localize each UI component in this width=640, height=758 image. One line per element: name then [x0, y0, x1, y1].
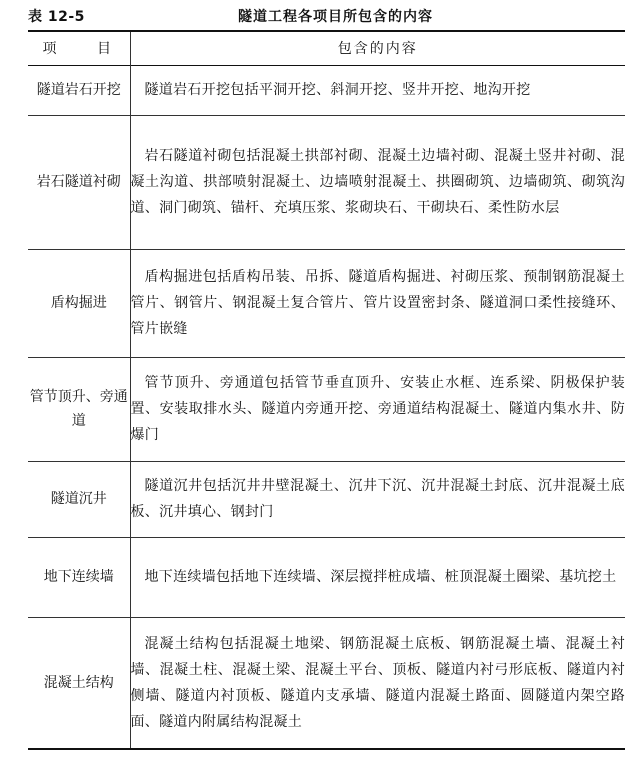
table-row [28, 461, 625, 537]
table-row [28, 617, 625, 749]
row-item-cell: 盾构掘进 [28, 249, 130, 357]
table-row [28, 357, 625, 461]
row-item-cell: 管节顶升、旁通道 [28, 357, 130, 461]
table-row [28, 537, 625, 617]
content-table [28, 30, 625, 750]
row-item-cell: 隧道沉井 [28, 461, 130, 537]
table-header-row [28, 31, 625, 65]
table-number: 表 12-5 [28, 9, 85, 25]
row-content-cell: 混凝土结构包括混凝土地梁、钢筋混凝土底板、钢筋混凝土墙、混凝土衬墙、混凝土柱、混凝土梁、混凝土平台、顶板、隧道内衬弓形底板、隧道内衬侧墙、隧道内衬顶板、隧道内支承墙、隧道内混凝土路面、圆隧道内架空路面、隧道内附属结构混凝土 [130, 635, 625, 730]
row-content-cell: 盾构掘进包括盾构吊装、吊拆、隧道盾构掘进、衬砌压浆、预制钢筋混凝土管片、钢管片、钢混凝土复合管片、管片设置密封条、隧道洞口柔性接缝环、管片嵌缝 [130, 269, 625, 337]
row-content-cell: 管节顶升、旁通道包括管节垂直顶升、安装止水框、连系梁、阴极保护装置、安装取排水头、隧道内旁通开挖、旁通道结构混凝土、隧道内集水井、防爆门 [130, 375, 625, 443]
table-row [28, 115, 625, 249]
row-content-cell: 地下连续墙包括地下连续墙、深层搅拌桩成墙、桩顶混凝土圈梁、基坑挖土 [144, 569, 617, 585]
table-row [28, 65, 625, 115]
row-item-cell: 地下连续墙 [28, 537, 130, 617]
column-header-item: 项 目 [28, 31, 130, 65]
row-item-cell: 隧道岩石开挖 [28, 65, 130, 115]
table-caption [28, 6, 628, 28]
column-header-content: 包含的内容 [337, 41, 418, 58]
table-title: 隧道工程各项目所包含的内容 [238, 9, 433, 25]
row-content-cell: 隧道沉井包括沉井井壁混凝土、沉井下沉、沉井混凝土封底、沉井混凝土底板、沉井填心、钢封门 [130, 478, 625, 520]
row-item-cell: 混凝土结构 [28, 617, 130, 749]
row-content-cell: 隧道岩石开挖包括平洞开挖、斜洞开挖、竖井开挖、地沟开挖 [144, 82, 531, 98]
table-row [28, 249, 625, 357]
row-item-cell: 岩石隧道衬砌 [28, 115, 130, 249]
row-content-cell: 岩石隧道衬砌包括混凝土拱部衬砌、混凝土边墙衬砌、混凝土竖井衬砌、混凝土沟道、拱部喷射混凝土、边墙喷射混凝土、拱圈砌筑、边墙砌筑、砌筑沟道、洞门砌筑、锚杆、充填压浆、浆砌块石、干砌块石、柔性防水层 [130, 148, 625, 216]
